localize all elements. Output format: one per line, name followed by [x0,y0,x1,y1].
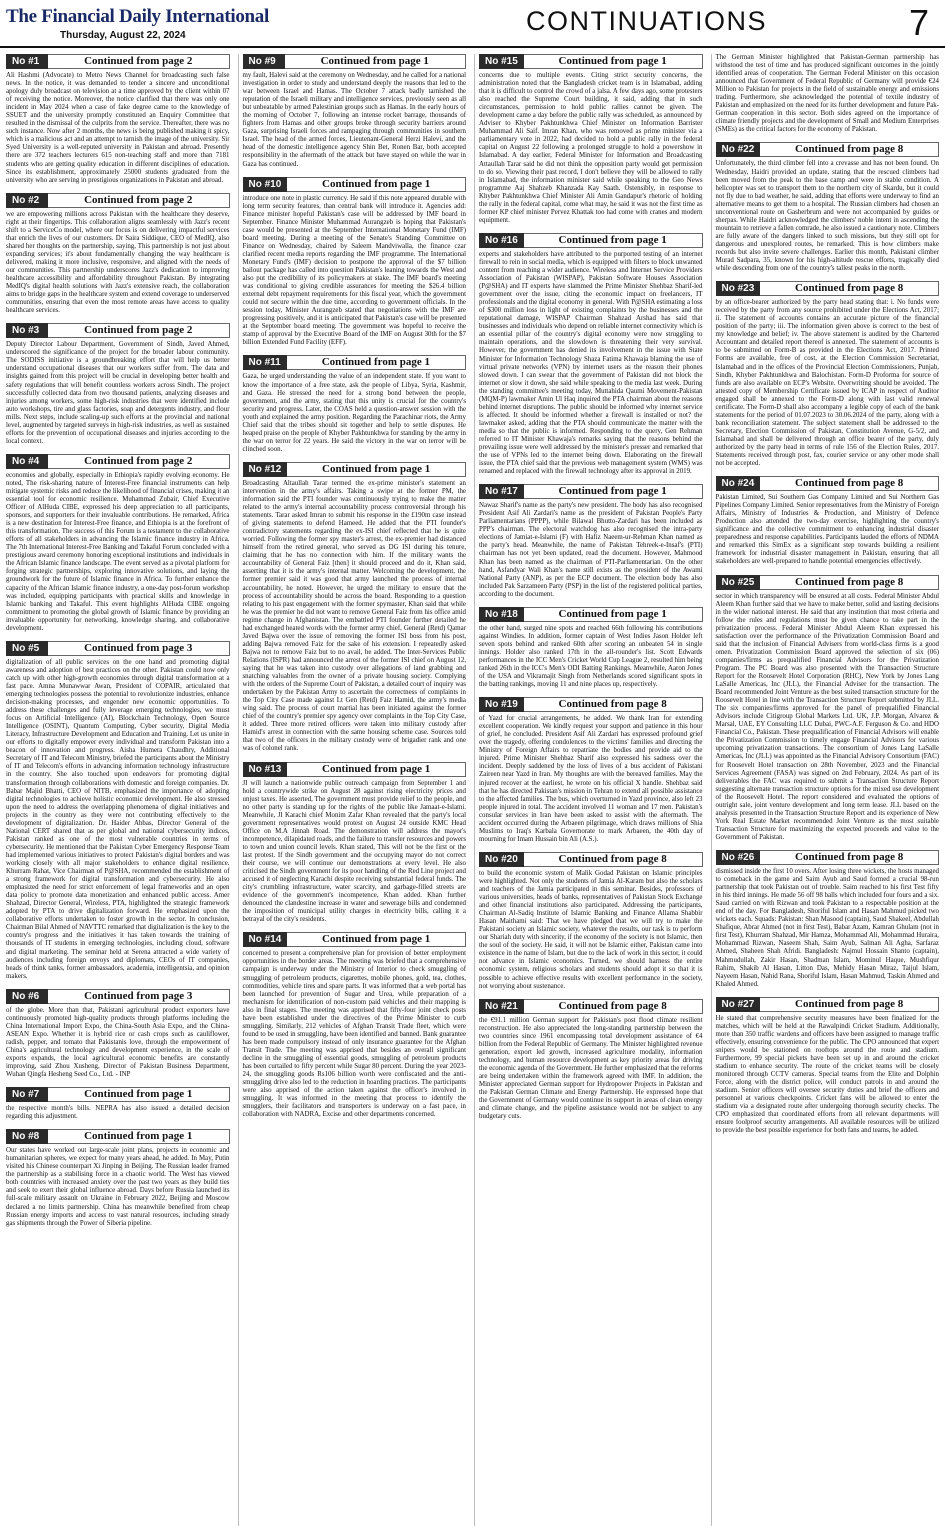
story-body [479,502,703,599]
continuation-story [479,607,703,689]
story-header [6,454,230,469]
continued-from-label: Continued from page 1 [287,177,466,192]
continuation-story [716,142,940,273]
continuation-story [243,932,467,1119]
continuation-story [716,476,940,566]
continued-from-label: Continued from page 1 [287,762,466,777]
continuation-story [6,193,230,316]
story-body [479,251,703,476]
column-3 [474,54,703,1526]
masthead [0,0,945,48]
continued-from-label: Continued from page 2 [48,193,230,208]
continued-from-label: Continued from page 1 [524,233,703,248]
story-text: concerned to present a comprehensive plan for provision of better employment opportunities in the border areas. The meeting was briefed that a comprehensive campaign is underway under the Ministry of Interior to check smuggling of smuggling of petroleum products, cigarettes, mobile phones, gold, tea, clothes, commodities, vehicle tires and spare parts. It was informed that a web portal has been launched for prevention of Sugar and Urea, while preparation of a mechanism for identification of non-custom paid vehicles and their mapping is also in final stages. The meeting was apprised that fifty-four joint check posts have been established under the directives of the Prime Minister to curb smuggling. Similarly, 212 vehicles of Afghan Transit Trade fleet, which were found to be used in smuggling, have been identified and banned. Bank guarantee has been made compulsory instead of only insurance guarantee for the Afghan Transit Trade. The meeting was apprised that besides an overall significant decline in the smuggling of essential goods, smuggling of petroleum products has been curtailed to fifty percent while Sugar 80 percent. During the year 2023-24, the smuggling goods Rs106 billion worth were confiscated and the anti-smuggling drive also led to the reduction in hoarding practices. The participants were also apprised of the action taken against the officer's involved in smuggling. It was informed in the meeting that process to identify the smugglers, their facilitators and transporters is underway on a fast pace, in collaboration with NADRA, Excise and other departments concerned. [242,950,466,1119]
story-body [6,1147,230,1227]
story-body [479,625,703,689]
story-body [716,868,940,989]
story-text: my fault, Halevi said at the ceremony on Wednesday, and he called for a national investigation in order to study and understand deeply the reasons that led to the war between Israel and Hamas. The October 7 attack badly tarnished the reputation of the Israeli military and intelligence services, previously seen as all but unbeatable by armed Palestinian groups such as Hamas. In the early hours of the morning of October 7, following an intense rocket barrage, thousands of fighters from Hamas and other groups broke through security barriers around Gaza, surprising Israeli forces and rampaging through communities in southern Israel. The head of the armed forces, Lieutenant-General Herzi Halevi, and the head of the domestic intelligence agency Shin Bet, Ronen Bar, both accepted responsibility in the aftermath of the attack but have stayed on while the war in Gaza has continued. [242,72,466,168]
continuation-story [6,323,230,446]
story-number: No #2 [6,193,48,208]
continuation-story [6,989,230,1079]
continuation-story [479,999,703,1122]
continuation-story [243,355,467,453]
story-text: concerns due to multiple events. Citing strict security concerns, the administration noted that the Bangladesh cricket team is in Islamabad, adding that it is difficult to control the crowd of a jalsa. A few days ago, some protesters also reached the Supreme Court building, it said, adding that in such circumstances, permission to hold public rallies cannot be given. The development came a day before the public rally was scheduled, as announced by Adviser to Khyber Pakhtunkhwa Chief Minister on Information Barrister Muhammad Ali Saif. Imran Khan, who was removed as prime minister via a parliamentary vote in 2022, had decided to hold a public rally in the federal capital on August 22 following a prolonged struggle to hold a powershow in Islamabad. A day earlier, Federal Minister for Information and Broadcasting Attaullah Tarar said he did not think the opposition party would get permission to do so. Viewing their past record, I don't believe they will be allowed to rally in Islamabad, the information minister said while speaking to the Geo News programme Aaj Shahzeb Khanzada Kay Saath. Ostensibly, in response to Khyber Pakhtunkhwa Chief Minister Ali Amin Gandapur's rhetoric of holding the rally in the federal capital, come what may, he said it was not the first time as former KP chief minister Pervez Khattak too had come with cranes and modern equipment. [479,72,703,224]
story-number: No #26 [716,850,761,865]
story-number: No #25 [716,575,761,590]
continuation-story [479,233,703,476]
story-number: No #16 [479,233,524,248]
story-text: Unfortunately, the third climber fell into a crevasse and has not been found. On Wednesday, Haidri provided an update, stating that the rescued climbers had been moved from the peak to the base camp and were in stable condition. A helicopter was set to transport them to the northern city of Skardu, but it could not fly due to bad weather, he said, adding that efforts were underway to find an alternative means to get them to a hospital. The Russian climbers had chosen an unconventional route on Gasherbrum and were not accompanied by guides or sherpas. While Haidri acknowledged the climbers' noble intent in ascending the mountain to retrieve a fallen comrade, he also issued a cautionary note. Climbers are fully aware of the dangers linked to such missions, but they still opt for dangerous and unexplored routes, he remarked. This is how climbers make records but also invite severe challenges. Earlier this month, Pakistani climber Murad Sadpara, 35, known for his high-altitude rescue efforts, tragically died while descending from one of the country's tallest peaks in the north. [715,160,939,273]
story-text: to build the economic system of Malik Godad Pakistan on Islamic principles were highlighted. Not only the students of Jamia Al-Karam but also the scholars and teachers of the Jamia participated in this seminar. Besides, professors of various universities, heads of banks, representatives of Pakistan Stock Exchange and other financial institutions also participated. Addressing the participants, Chairman Al-Sadiq Institute of Islamic Banking and Finance Allama Shabbir Hasan Maithami said: That we have pledged that we will try to make the Pakistani society an Islamic society, whatever the results, our task is to perform our Shariah duty with sincerity, if the economy of the society is not Islamic, then the soul of the society. He said, it will not be Islamic either, Pakistan came into existence in the name of Islam, but due to the lack of work in this sector, it could not advance in Islamic economics. Turned, we should harness the entire economic system, religious scholars and students should adopt it so that it is possible to achieve effective results with excellent performance in the society, not worrying about sustenance. [479,869,703,990]
story-text: Our states have worked out large-scale joint plans, projects in economic and humanitarian spheres, we expect for many years ahead, he added. In May, Putin visited his Chinese counterpart Xi Jinping in Beijing. The Russian leader framed the partnership as a stabilising force in a chaotic world. The West has viewed both countries with increased anxiety over the past two years as they build ties and seek to exert their global influence abroad. Days before Russia launched its full-scale military assault on Ukraine in February 2022, Beijing and Moscow declared a no limits partnership. China has meanwhile benefited from cheap Russian energy imports and access to vast natural resources, including steady gas shipments through the Power of Siberia pipeline. [6,1147,230,1227]
story-body [6,659,230,981]
column-2 [238,54,467,1526]
story-number: No #7 [6,1087,48,1102]
story-header [6,323,230,338]
story-body [243,480,467,754]
story-number: No #8 [6,1129,48,1144]
story-text: of Yazd for crucial arrangements, he added. We thank Iran for extending excellent cooperation. We kindly request your support and patience in this hour of grief, he concluded. President Asif Ali Zardari has expressed profound grief over the tragedy, offering condolences to the victims' families and directing the Ministry of Foreign Affairs to repatriate the bodies and provide aid to the injured. Prime Minister Shehbaz Sharif also expressed his sadness over the incident. Deeply saddened by the loss of lives of a bus accident of Pakistani Zaireen near Yazd in Iran. My thoughts are with the bereaved families. May the injured recover at the earliest, he wrote on his official X handle. Shehbaz said that he has directed Pakistan's mission in Tehran to extend all possible assistance to the affected families. The bus, which overturned in Yazd province, also left 23 people injured in total. The accident involved 11 woman and 17 men. Pakistan's consular services in Iran have been asked to assist with the aftermath. The accident occurred during the Arbaeen pilgrimage, which draws millions of Shia Muslims to Iraq's Karbala Governorate to mark Arbaeen, the 40th day of mourning for Imam Hussain bin Ali (A.S.). [479,715,703,843]
story-number: No #11 [243,355,287,370]
story-number: No #5 [6,641,48,656]
story-header [243,932,467,947]
story-text: digitalization of all public services on the one hand and promoting digital awareness and adoption of best practices on the other. Pakistan could now only catch up with other high-growth economies through digital transformation at a fast pace. Amna Munawwar Awan, President of COPAIR, articulated that emerging technologies possess the potential to revolutionize industries, enhance decision-making processes, and engender new economic opportunities. To address these challenges and fully leverage emerging technologies, we must focus on Artificial Intelligence (AI), Blockchain Technology, Open Source Intelligence (OSINT), Quantum Computing, Cyber security, Digital Media Literacy, Infrastructure Development and Education and Training. Let us unite in our efforts to digitally empower every individual and transform Pakistan into a beacon of innovation and progress. Aisha Humera Chaudhry, Additional Secretary of IT and Telecom Ministry, briefed the participants about the Ministry of IT and Telecom's efforts in advancing information technology infrastructure in the country. She also touched upon endeavors for promoting digital transformation through collaborations with domestic and foreign companies. Dr. Babar Majid Bhatti, CEO of NITB, emphasized the importance of adopting digital technologies to achieve holistic economic development. He also stressed upon the need to address the overlapping phenomena of digital initiatives and projects in the country as they were not contributing effectively to the development of digitalization. Dr. Haider Abbas, Director General of the National CERT shared that as per global and national cybersecurity indices, Pakistan ranked as one of the most vulnerable countries in terms of cybersecurity. He mentioned that the Pakistan Cyber Emergency Response Team had implemented various initiatives to protect Pakistan's digital borders and was working closely with all major stakeholders to enhance digital resilience. Khurram Rahat, Vice Chairman of P@SHA, recommended the establishment of a strong framework for digital transformation and cybersecurity. He also emphasized the need for strict enforcement of legal frameworks and an open data policy to promote data monetization and enhanced public access. Amer Shahzad, Director General, Wireless, PTA, highlighted the strategic framework adopted by PTA to drive digitalization forward. He emphasized upon the collaborative efforts undertaken to foster growth in the sector. In conclusion, Chairman Bilal Ahmed of NAVTTC remarked that digitalization is the key to the country's progress and the initiatives it has taken towards the training of thousands of IT students in emerging technologies, including cloud, software and digital marketing. The seminar held at Serena attracted a wide variety of audiences including foreign envoys and diplomats, CEOs of IT companies, heads of think tanks, former ambassadors, academia, intelligentsia, and opinion makers. [6,658,230,980]
story-header [716,997,940,1012]
story-text: by an office-bearer authorized by the party head stating that: i. No funds were received by the party from any source prohibited under the Elections Act, 2017; ii. The statement of accounts contains an accurate picture of the financial position of the party; iii. The information given above is correct to the best of my knowledge and belief; iv. The above statement is audited by the Chartered Accountant and detailed report thereof is annexed. The statement of accounts is to be submitted on Form-B as provided in the Elections Act, 2017. Printed Forms are available, free of cost, at the Election Commission Secretariat, Islamabad and in the offices of the Provincial Election Commissioners, Punjab, Sindh, Khyber Pakhtunkhwa and Balochistan. Form-D Proforma for source of funds are also available on ECP's Website. Overwriting should be avoided. The attested copy of Membership Certificate issued by ICAP in respect of Auditor engaged shall be annexed to the Form-D along with last valid renewal certificate. The Form-D shall also accompany a legible copy of each of the bank statements for the period of 01.07.2023 to 30.06.2024 of the party, along with a bank reconciliation statement. The subject statement shall be addressed to the Secretary, Election Commission of Pakistan, Constitution Avenue, G-5/2, and Islamabad and shall be delivered through an office bearer of the party, duly authorized by the party head in terms of rule 156 of the Election Rules, 2017. Statements received through post, fax, courier service or any other mode shall not be accepted. [715,299,939,468]
story-text: Nawaz Sharif's name as the party's new president. The body has also recognised President Asif Ali Zardari's name as the president of Pakistan People's Party Parliamentarians (PPPP), while Bilawal Bhutto-Zardari has been included as PPP's chairman. The electoral watchdog has also recognised the intra-party elections of Jamiat-e-Islami (F) with Hafiz Naeem-ur-Rehman Khan named as the party's head. Meanwhile, the name of Pakistan Tehreek-e-Insaf's (PTI) chairman has not yet been updated, read the document. However, Mahmood Khan has been named as the chairman of PTI-Parliamentarian. On the other hand, Asfandyar Wali Khan's name still exists as the president of the Awami National Party (ANP), as per the ECP document. The election body has also included Pak Sarzameen Party (PSP) in the list of the registered political parties, according to the document. [479,502,703,598]
story-body [479,870,703,991]
story-body [243,72,467,169]
story-header [243,355,467,370]
continuation-story [479,852,703,991]
story-text: Broadcasting Altaullah Tarar termed the ex-prime minister's statement an intervention in the army's affairs. Taking a swipe at the former PM, the information said the PTI founder was continuously trying to make the matter related to the army's internal accountability process controversial through his statements. Tarar asked Imran to submit his response in the £190m case instead of giving statements to defend Hameed. He added that the PTI founder's contradictory statements regarding the ex-ISI chief reflected that he is quite worried. Following the former spy master's arrest, the ex-premier had distanced himself from the retired general, who served as DG ISI during his tenure, claiming that he has no connection with him. If the military wants the accountability of General Faiz [then] it should proceed and do it, Khan said, asserting that it is the army's internal matter. Welcoming the development, the former premier said it was good that army launched the process of internal accountability, he noted. However, he urged the military to ensure that the process of accountability should be across the board. Responding to a question relating to his past engagement with the former spymaster, Khan said that while he was the premier he did not want to remove General Faiz from his office amid regime change in Afghanistan. The embattled PTI founder further detailed he had exchanged heated words with the former army chief, General (Retd) Qamar Javed Bajwa over the issue of removing the former ISI boss from his post, adding Bajwa removed Faiz for the sake of his extension. I repeatedly asked Bajwa not to remove Faiz but to no avail, he added. The Inter-Services Public Relations (ISPR) had announced the arrest of the former ISI chief on August 12, saying that he was taken into custody over allegations of land grabbing and snatching valuables from the owner of a private housing society. Complying with the orders of the Supreme Court of Pakistan, a detailed court of inquiry was undertaken by the Pakistan Army to ascertain the correctness of complaints in the Top City Case made against Lt Gen (Retd) Faiz Hamid, the army's media wing said. The process of court martial has been initiated against the former chief of the country's premier spy agency over complaints in the Top City Case, it added. Three more retired officers were taken into military custody after Hamid's arrest in connection with the same housing scheme case. Sources told that two of the officers in the military custody were of brigadier rank and one was of colonel rank. [242,479,466,753]
story-text: the respective month's bills. NEPRA has also issued a detailed decision regarding this adjustment. [6,1105,230,1121]
continued-from-label: Continued from page 8 [760,575,939,590]
continued-from-label: Continued from page 8 [760,997,939,1012]
continued-from-label: Continued from page 8 [760,850,939,865]
story-header [479,999,703,1014]
story-header [479,54,703,69]
continued-from-label: Continued from page 1 [524,607,703,622]
story-body [716,593,940,842]
story-body [479,72,703,225]
continuation-story [479,484,703,599]
story-body [479,1017,703,1122]
continuation-story [243,462,467,754]
story-header [479,852,703,867]
story-body [716,54,940,134]
story-header [6,193,230,208]
story-number: No #14 [243,932,288,947]
story-body [6,211,230,316]
story-header [6,641,230,656]
continued-from-label: Continued from page 3 [48,641,230,656]
issue-date: Thursday, August 22, 2024 [60,30,186,41]
continued-from-label: Continued from page 8 [760,142,939,157]
story-body [6,72,230,185]
story-body [243,373,467,453]
story-body [6,1105,230,1121]
story-number: No #23 [716,281,761,296]
continued-from-label: Continued from page 1 [48,1087,230,1102]
newspaper-brand: The Financial Daily International [6,6,269,27]
story-text: we are empowering millions across Pakistan with the healthcare they deserve, right at their fingertips. This collaboration aligns seamlessly with Jazz's recent shift to a ServiceCo model, where our focus is on delivering impactful services that enrich the lives of our customers. Dr Saira Siddique, CEO of MedIQ, also shared her thoughts on the partnership, saying, This partnership is not just about expanding services; it's about fundamentally changing the way healthcare is delivered, making it more inclusive, responsive, and aligned with the needs of our communities. This partnership underscores Jazz's dedication to improving healthcare accessibility and affordability throughout Pakistan. By integrating MedIQ's digital health solutions with Jazz's extensive reach, the collaboration aims to bridge gaps in the healthcare system and extend coverage to underserved communities, ensuring that even the most remote areas have access to quality healthcare services. [6,210,230,315]
story-text: the other hand, surged nine spots and reached 66th following his contributions against Windies. In addition, former captain of West Indies Jason Holder left seven spots behind and ranked 60th after scoring an unbeaten 54 in single innings. Holder also ranked 17th in the all-rounder's list. Scott Edwards performances in the ICC Men's Cricket World Cup League 2, resulted him being ranked 26th in the ICC's Men's ODI Batting Rankings. Meanwhile, Aaron Jones of the USA and Vikramajit Singh from Netherlands scored significant spots in the batting rankings, moving 11 and nine places up, respectively. [479,624,703,689]
story-header [716,142,940,157]
story-header [479,697,703,712]
story-body [716,494,940,566]
story-number: No #27 [716,997,761,1012]
story-number: No #4 [6,454,48,469]
story-header [479,233,703,248]
story-header [243,462,467,477]
story-text: He stated that comprehensive security measures have been finalized for the matches, which will be held at the Rawalpindi Cricket Stadium. Additionally, more than 350 traffic wardens and officers have been assigned to manage traffic effectively, ensuring convenience for the public. The CPO announced that expert snipers would be stationed on rooftops around the route and stadium. Furthermore, 99 special pickets have been set up in and around the cricket stadium to enhance security. The route of the cricket teams will be closely monitored through CCTV cameras. Special teams from the Elite and Dolphin Force, along with the district police, will conduct patrols in and around the stadium. Senior officers will oversee security duties and brief the officers and personnel at various checkpoints. Cricket fans will be allowed to enter the stadium via a designated route after undergoing thorough security checks. The CPO emphasized that coordinated efforts from all relevant departments will ensure foolproof security arrangements. All available resources will be utilized to provide the best possible experience for both fans and teams, he added. [715,1014,939,1135]
story-text: JI will launch a nationwide public outreach campaign from September 1 and hold a countrywide strike on August 28 against rising electricity prices and unjust taxes. He asserted, The government must provide relief to the people, and no other party is standing up for the rights of the public like Jamaat-e-Islami. Meanwhile, JI Karachi chief Monim Zafar Khan revealed that the party's local government representatives would protest on August 24 outside KMC Head Office on M.A Jinnah Road. The demonstration will address the mayor's incompetence, dilapidated roads, and the failure to transfer resources and powers to town and union council levels. Khan stated, This will not be the first or the last protest. If the Sindh government and the occupying mayor do not correct their course, we will continue our demonstrations at every level. He also criticised the Sindh government for its poor handling of the Red Line project and accused it of neglecting Karachi despite receiving substantial federal funds. The city's crumbling infrastructure, water scarcity, and garbage-filled streets are evidence of the government's incompetence, Khan added. Khan further denounced the clandestine increase in water and sewerage bills and condemned the imposition of municipal utility charges in electricity bills, calling it a betrayal of the city's residents. [242,779,466,924]
continued-from-label: Continued from page 1 [287,932,466,947]
story-number: No #17 [479,484,524,499]
story-body [243,195,467,348]
continued-from-label: Continued from page 3 [48,989,230,1004]
continued-from-label: Continued from page 1 [285,54,467,69]
story-text: Gaza, he urged understanding the value of an independent state. If you want to know the importance of a free state, ask the people of Libya, Syria, Kashmir, and Gaza. He stressed the need for a strong bond between the people, government, and the army, stating that this unity is crucial for the country's security and progress. Later, the COAS held a question-answer session with the youth and explained the army position. Regarding the Parachinar riots, the Army Chief said that the tribes should sit together and help to settle disputes. He heaped praise on the people of Khyber Pakhtunkhwa for standing by the army in the war on terror for 22 years. He said the victory in the war on terror will be clinched soon. [242,373,466,453]
story-body [479,715,703,844]
story-number: No #6 [6,989,48,1004]
continued-from-label: Continued from page 8 [524,852,703,867]
story-number: No #13 [243,762,288,777]
story-header [716,281,940,296]
story-header [479,607,703,622]
continued-from-label: Continued from page 1 [524,54,703,69]
story-header [6,989,230,1004]
story-number: No #15 [479,54,524,69]
continued-from-label: Continued from page 8 [760,281,939,296]
story-body [243,780,467,925]
story-text: of the globe. More than that, Pakistani agricultural product exporters have continuously promoted high-quality products through platforms including the China International Import Expo, the China-South Asia Expo, and the China-ASEAN Expo. Whether it is hybrid rice or cash crops such as cauliflower, radish, pepper, and tomato that Pakistanis love, through the empowerment of China's agricultural technology and development experience, in the scale of exports expands, the local agricultural economic benefits are constantly improving, said Zhou Xusheng, Director of Pakistan Business Department, Wuhan Qingfa Hesheng Seed Co., Ltd. - INP [6,1006,230,1079]
continued-from-label: Continued from page 1 [287,355,466,370]
story-text: dismissed inside the first 10 overs. After losing three wickets, the hosts managed to comeback in the game and Saim Ayub and Saud formed a crucial 98-run partnership that took Pakistan out of trouble. Saim reached to his first Test fifty in his third innings. He made 56 off 98 balls which included four fours and a six. Saud carried on with Rizwan and took Pakistan to a respectable position at the end of the day. For Bangladesh, Shoriful Islam and Hasan Mahmud picked two wickets each. Squads: Pakistan: Shan Masood (captain), Saud Shakeel, Abdullah Shafique, Abrar Ahmed (not in first Test), Babar Azam, Kamran Ghulam (not in first Test), Khurram Shahzad, Mir Hamza, Mohammad Ali, Mohammad Huraira, Mohammad Rizwan, Naseem Shah, Saim Ayub, Salman Ali Agha, Sarfaraz Ahmed, Shaheen Shah Afridi. Bangladesh: Najmul Hossain Shanto (captain), Mahmudullah, Zakir Hasan, Shadman Islam, Mominul Haque, Mushfiqur Rahim, Shakib Al Hasan, Litton Das, Mehidy Hasan Miraz, Taijul Islam, Nayeem Hasan, Nahid Rana, Shoriful Islam, Hasan Mahmud, Taskin Ahmed and Khaled Ahmed. [715,867,939,988]
continuation-story [6,1129,230,1227]
continuation-story [6,54,230,185]
continuation-story [716,281,940,468]
story-number: No #22 [716,142,761,157]
story-body [716,1015,940,1136]
story-header [243,762,467,777]
continued-from-label: Continued from page 2 [48,323,230,338]
story-header [716,850,940,865]
page-number: 7 [908,2,929,43]
story-header [479,484,703,499]
continued-from-label: Continued from page 8 [760,476,939,491]
continued-from-label: Continued from page 1 [524,484,703,499]
continuation-story [243,762,467,925]
story-number: No #18 [479,607,524,622]
story-body [716,299,940,468]
story-number: No #1 [6,54,48,69]
continued-from-label: Continued from page 2 [48,54,230,69]
continued-from-label: Continued from page 1 [287,462,466,477]
story-text: The German Minister highlighted that Pakistan-German partnership has withstood the test of time and has produced significant outcomes in the jointly identified areas of cooperation. The German Federal Minister on this occasion announced that Government of Federal Republic of Germany will provide €24 Million to Pakistan for projects in the field of sustainable energy and emissions trading. Furthermore, she acknowledged the potential of textile industry of Pakistan and emphasized on the need for its further development and future Pak-German cooperation in this sector. Both sides agreed on the importance of climate friendly projects and the development of Small and Medium Enterprises (SMEs) as the critical factors for the economy of Pakistan. [715,54,939,134]
continuation-story [479,54,703,225]
story-number: No #21 [479,999,524,1014]
continued-from-label: Continued from page 1 [48,1129,230,1144]
continuation-story [243,177,467,348]
story-header [716,476,940,491]
story-body [6,1007,230,1079]
continuation-story [716,575,940,842]
continuation-story [716,997,940,1136]
story-text: the €91.1 million German support for Pakistan's post flood climate resilient reconstruction. He also appreciated the long-standing partnership between the two countries since 1961 encompassing total development assistance of €4 billion from the Federal Republic of Germany. The Minister highlighted revenue generation, export led growth, increased agriculture modality, information technology, and human resource development as key priority areas for driving the economic agenda of the Government. He further emphasized that the reforms are being undertaken within the framework agreed with IMF. In addition, the Minister appreciated German support for Hydropower Projects in Pakistan and the Pakistan German Climate and Energy Partnership. He expressed hope that the Government of Germany would continue its support in areas of clean energy and climate change, and the pipeline assistance would not be subject to any budgetary cuts. [479,1016,703,1121]
story-header [243,54,467,69]
story-header [6,54,230,69]
story-body [6,472,230,633]
column-4 [711,54,940,1526]
continuation-story [6,454,230,633]
continuation-story [6,641,230,981]
story-text: sector in which transparency will be ensured at all costs. Federal Minister Abdul Aleem Khan further said that we have to make better, solid and lasting decisions in the wider national interest. He said that any institution that most criteria and follow the rules and regulations must be given chance to take part in the privatization process. Federal Minister Abdul Aleem Khan expressed his satisfaction over the performance of the Privatization Commission Board and said that the inclusion of Financial Advisers from world-class firms is a good omen. Privatization Commission Board approved the selection of six (06) companies/firms as prequalified Financial Advisors for the Privatization Program. The PC Board was also presented with the Transaction Structure Report for the Roosevelt Hotel Corporation (RHC), New York by Jones Lang LaSalle Americas, Inc (JLL), the Financial Adviser for the transaction. The Board recommended Joint Venture as the best suited transaction structure for the Roosevelt Hotel in line with the Transaction Structure Report submitted by JLL. The six companies/firms approved for the panel of prequalified Financial Advisors include Citigroup Global Markets Ltd. UK, J.P. Morgan, Alvarez & Marsal, UAE, EY Consulting LLC Dubai, PWC-A.F. Ferguson & Co. and HDO Financial Co., Pakistan. These prequalification of Financial Advisors will enable the Privatization Commission to timely engage Financial Advisors for various upcoming privatization transactions. The consortium of Jones Lang LaSalle Americas, Inc (JLL) was appointed as the Financial Advisory Consortium (FAC) for Roosevelt Hotel transaction on 28th November, 2023 and the Financial Services Agreement (FASA) was signed on 2nd February, 2024. As part of its deliverables the FAC was required to submit a Transaction Structure Report suggesting alternate transaction structure options for the mixed use development of the Roosevelt Hotel. The report considered and evaluated the options of outright sale, joint venture development and long term lease. JLL based on the analysis presented in the Transaction Structure Report and its experience of New York Real Estate Market recommended Joint Venture as the most suitable Transaction Structure for maximizing the expected proceeds and value to the Government of Pakistan. [715,592,939,841]
continuation-story [243,54,467,169]
story-body [716,160,940,273]
story-text: Deputy Director Labour Department, Government of Sindh, Javed Ahmed, underscored the significance of the project for the broader labour community. The SODISS initiative is a groundbreaking effort that will help us better understand occupational diseases that our workers suffer from. The data and insights gained from this project will be crucial in developing better health and safety regulations that will benefit countless workers across Sindh. The project successfully collected data from two thousand patients, analyzing diseases and injuries among workers, some high-risk industries that were identified include auto workshops, tire and glass factories, soap and detergents industry, and flour mills. Next steps, include scaling-up such efforts at the provincial and national level, augmented by targeted surveys in high-risk industries, as well as sustained efforts for the prevention of occupational diseases and injuries according to the local context. [6,341,230,445]
story-body [243,950,467,1119]
continuation-story [716,54,940,134]
story-header [6,1129,230,1144]
continued-from-label: Continued from page 8 [524,697,703,712]
story-number: No #20 [479,852,524,867]
story-body [6,341,230,446]
continued-from-label: Continued from page 2 [48,454,230,469]
continuation-story [6,1087,230,1121]
story-header [243,177,467,192]
story-number: No #3 [6,323,48,338]
story-text: experts and stakeholders have attributed to the purported testing of an internet firewall to rein in social media, which is equipped with filters to block unwanted content from reaching a wider audience. Wireless and Internet Service Providers Association of Pakistan (WISPAP), Pakistan Software Houses Association (P@SHA) and IT experts have slammed the Prime Minister Shehbaz Sharif-led government over the issue, citing the economic impact on freelancers, IT professionals and the digital economy in general. With P@SHA estimating a loss of $300 million loss in light of existing complaints by the businesses and the reputational damage, WISPAP Chairman Shahzad Arshad has said that businesses and individuals who depend on reliable internet connectivity which is an essential pillar of the country's digital economy were now struggling to maintain operations, and the slowdown is threatening their very survival. However, the government has denied its involvement in the issue with State Minister for Information Technology Shaza Fatima Khawaja blaming the use of virtual private networks (VPN) by internet users as the reason their phones slowed down. I can swear that the government of Pakistan did not block the internet or slow it down, she said while speaking to the media last week. During the standing committee's meeting today, Muttahida Qaumi Movement-Pakistan (MQM-P) lawmaker Amin Ul Haq inquired the PTA chairman about the reasons behind internet disruptions. The public should be informed why internet service is affected. It should be informed whether a firewall is installed or not? the lawmaker asked, adding that the PTA should communicate the matter with the media so that the public is informed. Responding to the query, Gen Rehman referred to IT Minister Khawaja's remarks saying that the reasons behind the prevailing issue were well addressed by the minister's presser and remarked that the use of VPNs led to the internet being down. Elaborating on the firewall issue, the PTA chief said that the previous web management system (WMS) was renamed and replaced with the firewall technology after its approval in 2019. [479,250,703,476]
story-text: economies and globally, especially in Ethiopia's rapidly evolving economy. He noted, The risk-sharing nature of Interest-Free financial instruments can help mitigate systemic risks and reduce the likelihood of financial crises, making it an essential tool for economic resilience. Muhammad Zubair, Chief Executive Officer of AlHuda CIBE, expressed his deep appreciation to all participants, sponsors, and supporters for their invaluable contributions. He remarked, Africa is a new destination for Interest-Free finance, and Ethiopia is at the forefront of this transformation. The success of this Forum is a testament to the collaborative efforts of all stakeholders in advancing the Islamic finance industry in Africa. The 7th International Interest-Free Banking and Takaful Forum concluded with a prestigious award ceremony honoring exceptional institutions and individuals in the African Islamic finance landscape. The event served as a pivotal platform for forging strategic partnerships, exploring innovative solutions, and laying the groundwork for the future of Islamic finance in Africa. To further enhance the capacity of the African Islamic finance industry, a one-day post-forum workshop was included, equipping participants with practical skills and knowledge in Islamic banking and Takaful. This event highlights AlHuda CIBE ongoing commitment to promoting the global growth of Islamic finance by providing an invaluable opportunity for networking, knowledge sharing, and collaborative development. [6,471,230,632]
story-text: Ali Hashmi (Advocate) to Metro News Channel for broadcasting such false news. In the notice, it was demanded to tender a sincere and unconditional apology duly broadcast on television at a time approved by the client within 07 of receiving the notice. Moreover, the notice clarified that there was only one incident in May 2024 when a case of fake degree came to the knowledge of SSUET and the university promptly constituted an Enquiry Committee that resulted in the dismissal of the culprits from the service. Thereafter, there was no such instance. Now after 2 months, the news is being published making it spicy, which is a malicious act and an attempt to tarnish the image of the university. Sir Syed University is a well-reputed university in Pakistan and abroad. Presently there are 372 teachers lecturers 615 non-teaching staff and more than 7181 students who are getting quality education in different disciplines of education. Since its establishment, approximately 25000 students graduated from the university who are serving in prestigious organizations in Pakistan and abroad. [6,72,230,184]
story-number: No #10 [243,177,288,192]
story-header [716,575,940,590]
article-columns [6,54,939,1526]
continued-from-label: Continued from page 8 [524,999,703,1014]
continuation-story [716,850,940,989]
story-text: introduce one note in plastic currency. He said if this note appeared durable with long term security features, than central bank will introduce it. Agencies add: Finance minister hopeful Pakistan's case will be addressed by IMF board in September. Finance Minister Muhammad Aurangzeb is hoping that Pakistan's case would be presented at the September International Monetary Fund (IMF) board meeting. During a meeting of the Senate's Standing Committee on Finance on Wednesday, chaired by Saleem Mandviwalla, the finance czar clarified recent media reports regarding the IMF programme. The International Monetary Fund's (IMF) decision to postpone the approval of the $7 billion bailout package has called into question Pakistan's leaning towards the West and also put the credibility of its policymakers at stake. The IMF board's meeting was conditional to giving credible assurances for meeting the $26.4 billion external debt repayment requirements for this fiscal year, which the government could not secure within the due time, according to government officials. In the session today, Minister Aurangzeb stated that negotiations with the IMF are progressing positively, and it is anticipated that Pakistan's case will be presented at the September board meeting. The government was hopeful to receive the stamp of approval by the Executive Board of the IMF on August 30th for the $7 billion Extended Fund Facility (EFF). [242,194,466,347]
story-header [6,1087,230,1102]
story-number: No #12 [243,462,288,477]
story-text: Pakistan Limited, Sui Southern Gas Company Limited and Sui Northern Gas Pipelines Company Limited. Senior representatives from the Ministry of Foreign Affairs, Ministry of Industries & Production, and Ministry of Defence Production also attended the two-day exercise, highlighting the country's significance and the collective commitment to enhancing industrial disaster preparedness and response capabilities. Participants lauded the efforts of NDMA and remarked this SimEx as a significant step towards building a resilient framework for industrial disaster management in Pakistan, ensuring that all stakeholders are well-prepared to handle potential emergencies effectively. [715,494,939,566]
story-number: No #9 [243,54,285,69]
continuation-story [479,697,703,844]
section-title: CONTINUATIONS [526,6,767,36]
story-number: No #19 [479,697,524,712]
story-number: No #24 [716,476,761,491]
column-1 [6,54,230,1526]
